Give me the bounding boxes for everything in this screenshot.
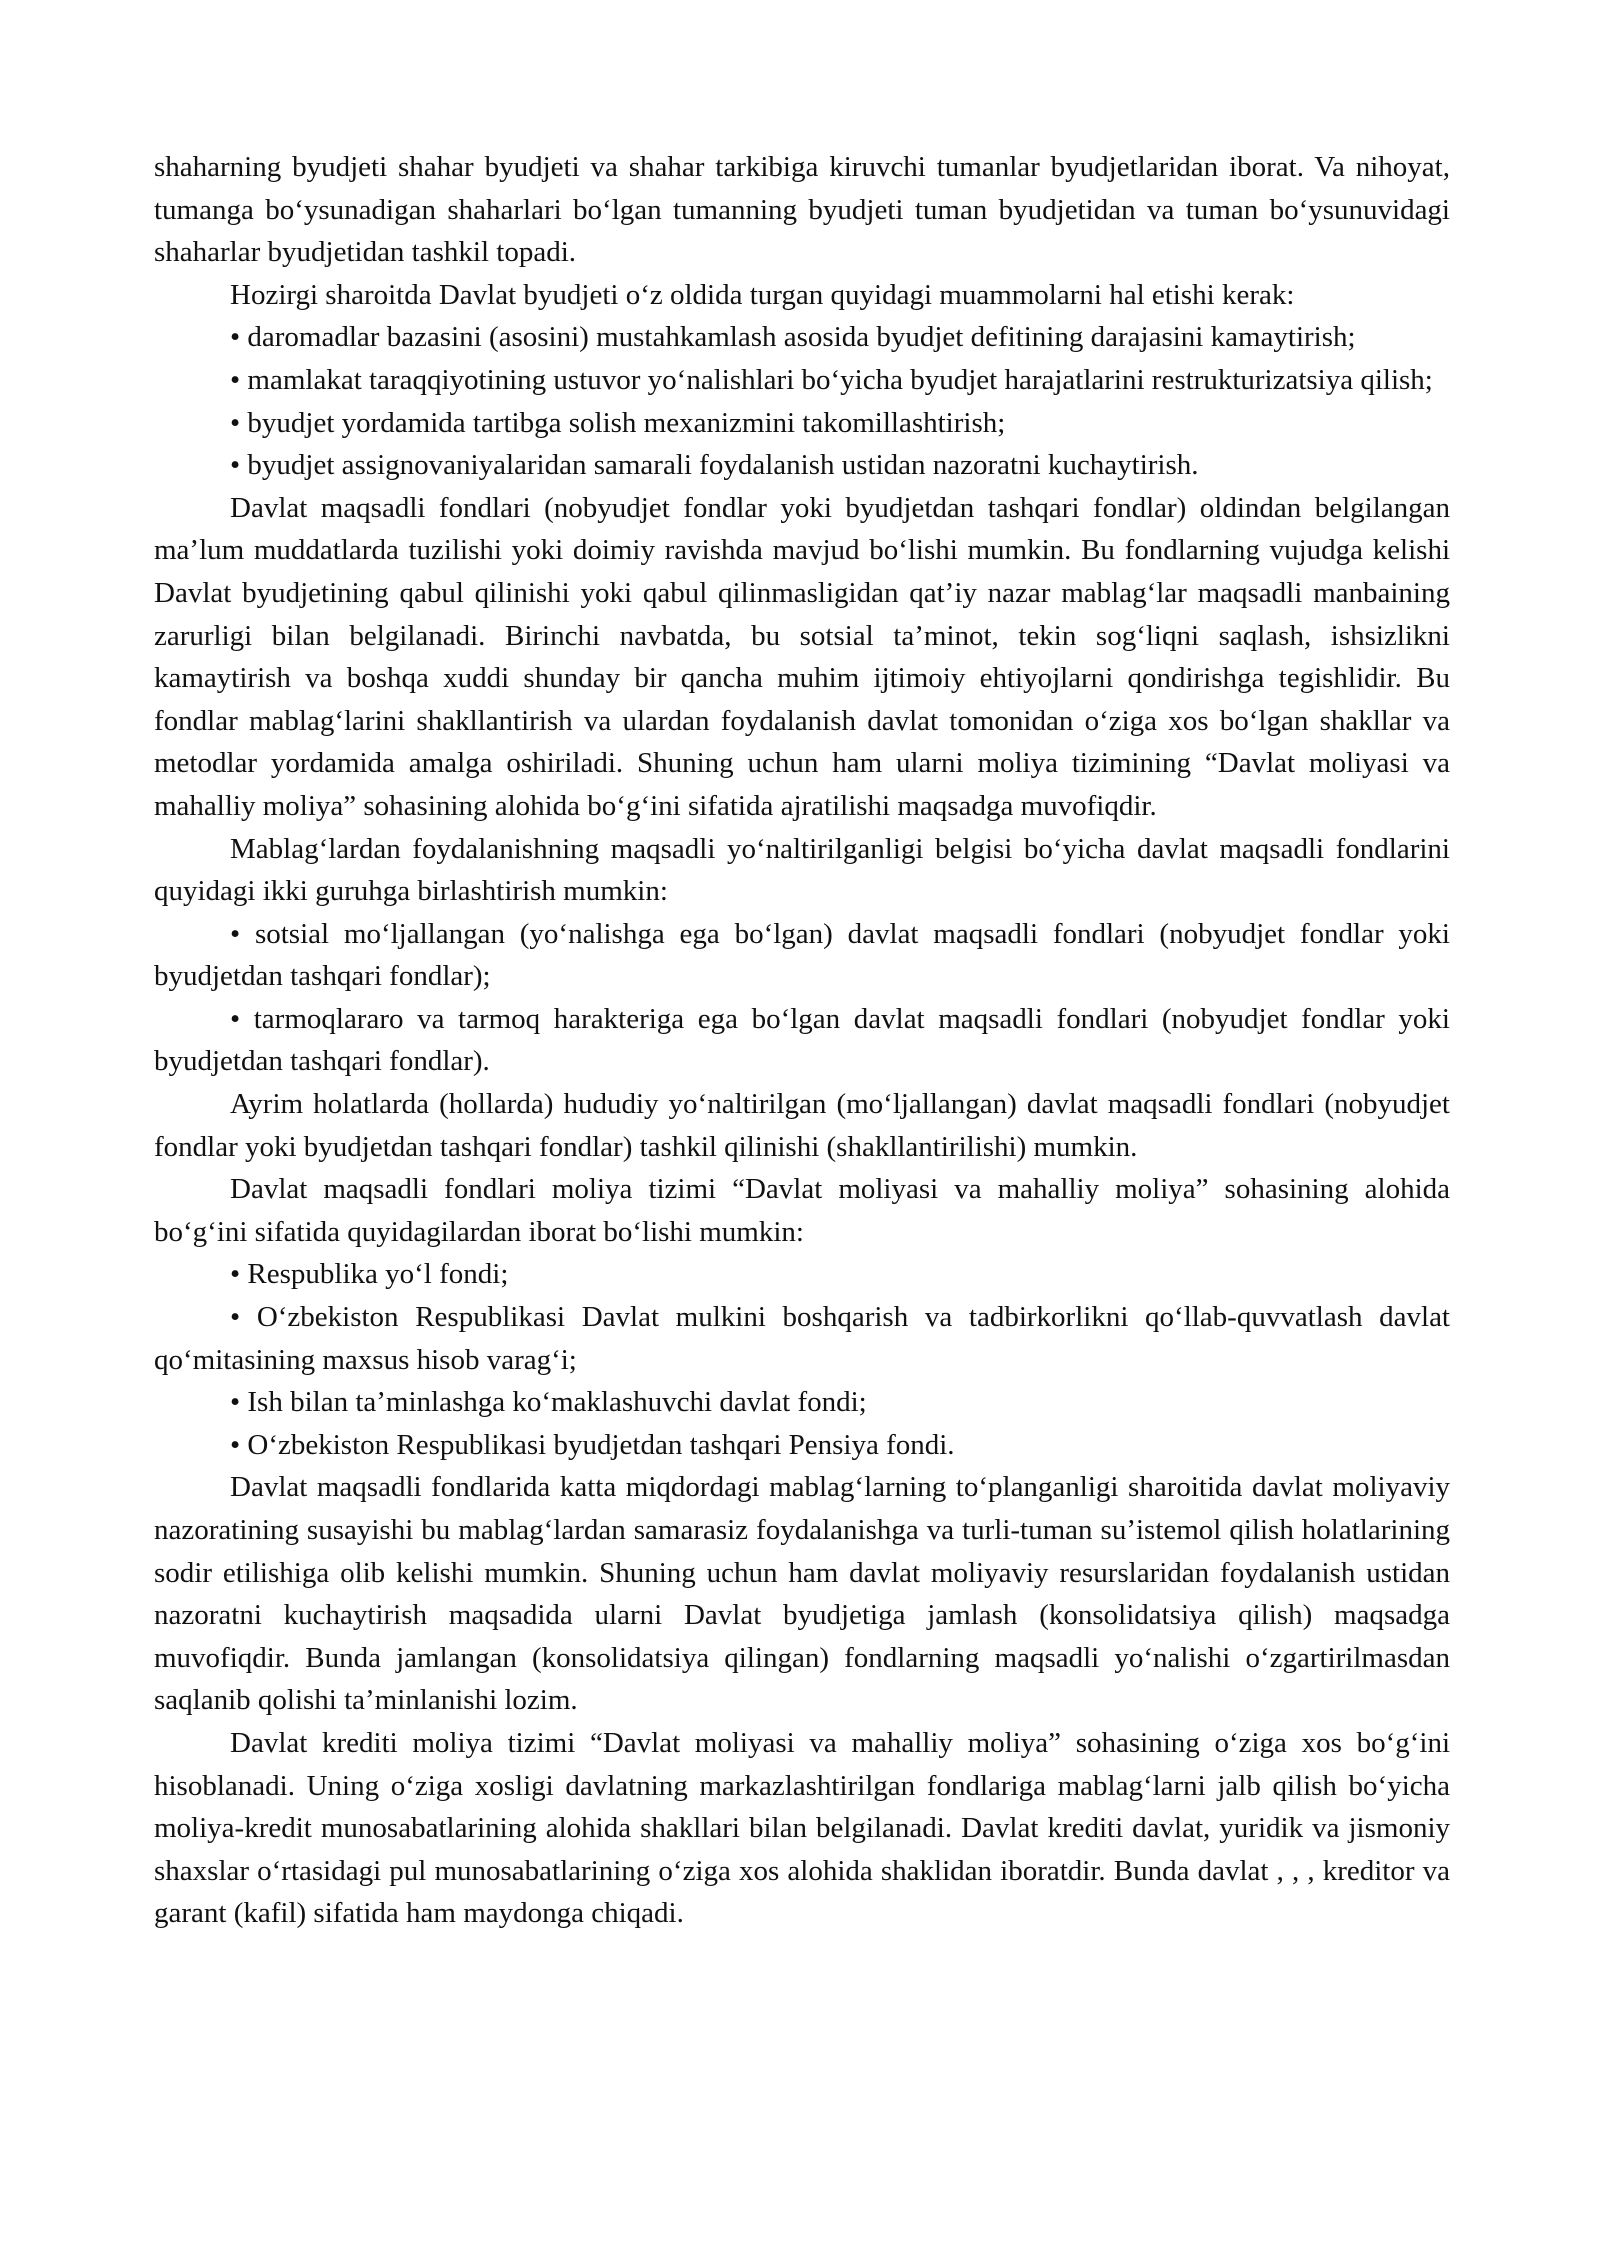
paragraph-regional-funds: Ayrim holatlarda (hollarda) hududiy yo‘naltirilgan (mo‘ljallangan) davlat maqsadli fondlari (nobyudjet fondlar yoki byudjetdan tashqari fondlar) tashkil qilinishi (shakllantirilishi) mumkin. xyxy=(154,1088,1450,1163)
bullet-item: • Respublika yo‘l fondi; xyxy=(230,1258,509,1291)
paragraph-continuation: shaharning byudjeti shahar byudjeti va shahar tarkibiga kiruvchi tumanlar byudjetlaridan iborat. Va nihoyat, tumanga bo‘ysunadigan shaharlari bo‘lgan tumanning byudjeti tuman byudjetidan va tuman bo‘ysunuvidagi shaharlar byudjetidan tashkil topadi. xyxy=(154,151,1450,269)
bullet-item: • mamlakat taraqqiyotining ustuvor yo‘nalishlari bo‘yicha byudjet harajatlarini restrukturizatsiya qilish; xyxy=(230,363,1433,396)
bullet-item: • Ish bilan ta’minlashga ko‘maklashuvchi davlat fondi; xyxy=(230,1386,867,1419)
paragraph-target-funds: Davlat maqsadli fondlari (nobyudjet fondlar yoki byudjetdan tashqari fondlar) oldindan belgilangan ma’lum muddatlarda tuzilishi yoki doimiy ravishda mavjud bo‘lishi mumkin. Bu fondlarning vujudga kelishi Davlat byudjetining qabul qilinishi yoki qabul qilinmasligidan qat’iy nazar mablag‘lar maqsadli manbaining zarurligi bilan belgilanadi. Birinchi navbatda, bu sotsial ta’minot, tekin sog‘liqni saqlash, ishsizlikni kamaytirish va boshqa xuddi shunday bir qancha muhim ijtimoiy ehtiyojlarni qondirishga tegishlidir. Bu fondlar mablag‘larini shakllantirish va ulardan foydalanish davlat tomonidan o‘ziga xos bo‘lgan shakllar va metodlar yordamida amalga oshiriladi. Shuning uchun ham ularni moliya tizimining “Davlat moliyasi va mahalliy moliya” sohasining alohida bo‘g‘ini sifatida ajratilishi maqsadga muvofiqdir. xyxy=(154,491,1450,822)
paragraph-problems-intro: Hozirgi sharoitda Davlat byudjeti o‘z oldida turgan quyidagi muammolarni hal etishi kerak: xyxy=(230,278,1295,311)
bullet-item: • tarmoqlararo va tarmoq harakteriga ega bo‘lgan davlat maqsadli fondlari (nobyudjet fondlar yoki byudjetdan tashqari fondlar). xyxy=(154,1002,1450,1078)
document-page xyxy=(154,146,1450,1935)
bullet-item: • sotsial mo‘ljallangan (yo‘nalishga ega bo‘lgan) davlat maqsadli fondlari (nobyudjet fondlar yoki byudjetdan tashqari fondlar); xyxy=(154,917,1450,993)
paragraph-consolidation: Davlat maqsadli fondlarida katta miqdordagi mablag‘larning to‘planganligi sharoitida davlat moliyaviy nazoratining susayishi bu mablag‘lardan samarasiz foydalanishga va turli-tuman su’istemol qilish holatlarining sodir etilishiga olib kelishi mumkin. Shuning uchun ham davlat moliyaviy resurslaridan foydalanish ustidan nazoratni kuchaytirish maqsadida ularni Davlat byudjetiga jamlash (konsolidatsiya qilish) maqsadga muvofiqdir. Bunda jamlangan (konsolidatsiya qilingan) fondlarning maqsadli yo‘nalishi o‘zgartirilmasdan saqlanib qolishi ta’minlanishi lozim. xyxy=(154,1471,1450,1717)
bullet-item: • byudjet assignovaniyalaridan samarali foydalanish ustidan nazoratni kuchaytirish. xyxy=(230,449,1199,482)
bullet-item: • O‘zbekiston Respublikasi Davlat mulkini boshqarish va tadbirkorlikni qo‘llab-quvvatlash davlat qo‘mitasining maxsus hisob varag‘i; xyxy=(154,1301,1450,1376)
paragraph-state-credit: Davlat krediti moliya tizimi “Davlat moliyasi va mahalliy moliya” sohasining o‘ziga xos bo‘g‘ini hisoblanadi. Uning o‘ziga xosligi davlatning markazlashtirilgan fondlariga mablag‘larni jalb qilish bo‘yicha moliya-kredit munosabatlarining alohida shakllari bilan belgilanadi. Davlat krediti davlat, yuridik va jismoniy shaxslar o‘rtasidagi pul munosabatlarining o‘ziga xos alohida shaklidan iboratdir. Bunda davlat , , , kreditor va garant (kafil) sifatida ham maydonga chiqadi. xyxy=(154,1726,1450,1930)
bullet-item: • O‘zbekiston Respublikasi byudjetdan tashqari Pensiya fondi. xyxy=(230,1428,955,1461)
bullet-item: • daromadlar bazasini (asosini) mustahkamlash asosida byudjet defitining darajasini kamaytirish; xyxy=(230,321,1356,354)
paragraph-fund-list-intro: Davlat maqsadli fondlari moliya tizimi “Davlat moliyasi va mahalliy moliya” sohasining alohida bo‘g‘ini sifatida quyidagilardan iborat bo‘lishi mumkin: xyxy=(154,1173,1450,1248)
bullet-item: • byudjet yordamida tartibga solish mexanizmini takomillashtirish; xyxy=(230,406,1006,439)
paragraph-fund-groups-intro: Mablag‘lardan foydalanishning maqsadli yo‘naltirilganligi belgisi bo‘yicha davlat maqsadli fondlarini quyidagi ikki guruhga birlashtirish mumkin: xyxy=(154,832,1450,908)
